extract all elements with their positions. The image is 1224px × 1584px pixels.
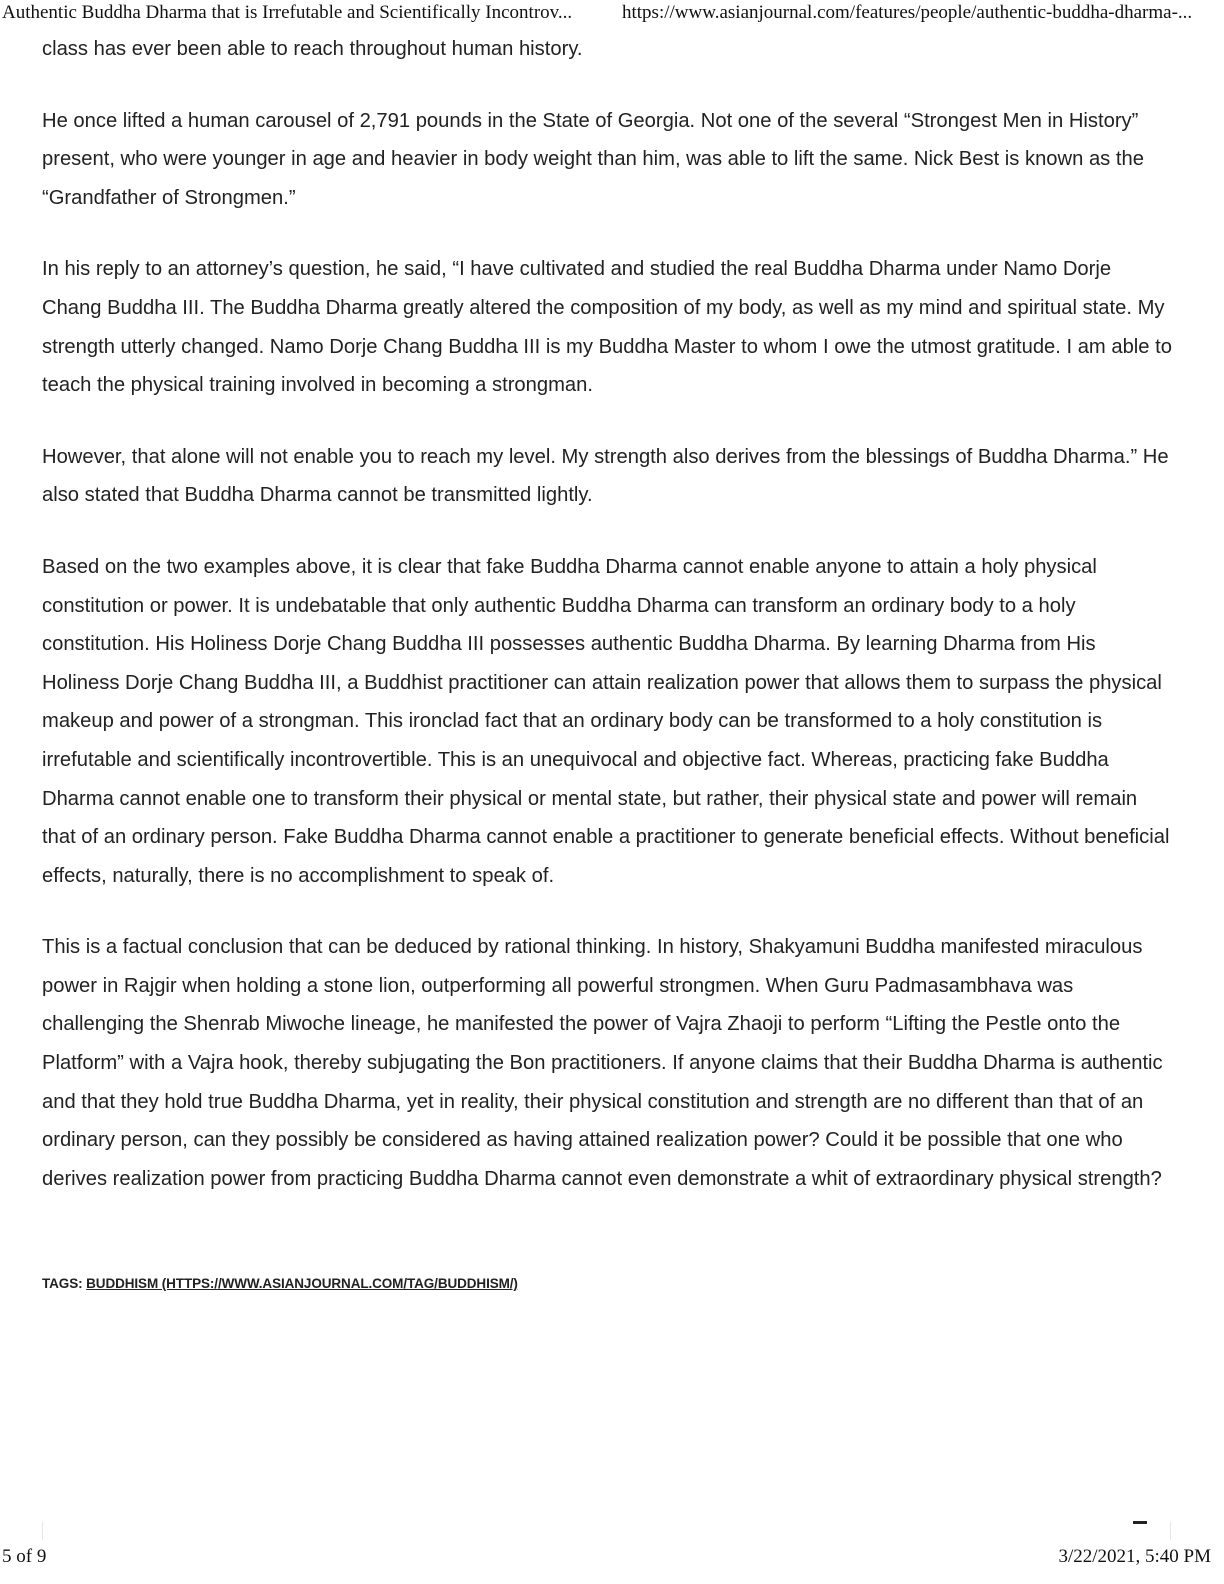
divider-left <box>42 1522 43 1540</box>
article-body <box>42 30 1172 1231</box>
article-paragraph-5: Based on the two examples above, it is clear that fake Buddha Dharma cannot enable anyone to attain a holy physical constitution or power. It is undebatable that only authentic Buddha Dharma can transform an ordinary body to a holy constitution. His Holiness Dorje Chang Buddha III possesses authentic Buddha Dharma. By learning Dharma from His Holiness Dorje Chang Buddha III, a Buddhist practitioner can attain realization power that allows them to surpass the physical makeup and power of a strongman. This ironclad fact that an ordinary body can be transformed to a holy constitution is irrefutable and scientifically incontrovertible. This is an unequivocal and objective fact. Whereas, practicing fake Buddha Dharma cannot enable one to transform their physical or mental state, but rather, their physical state and power will remain that of an ordinary person. Fake Buddha Dharma cannot enable a practitioner to generate beneficial effects. Without beneficial effects, naturally, there is no accomplishment to speak of. <box>42 555 1170 887</box>
divider-right <box>1170 1522 1171 1540</box>
article-paragraph-1: class has ever been able to reach throughout human history. <box>42 38 583 60</box>
article-paragraph-3: In his reply to an attorney’s question, he said, “I have cultivated and studied the real Buddha Dharma under Namo Dorje Chang Buddha III. The Buddha Dharma greatly altered the composition of my body, as well as my mind and spiritual state. My strength utterly changed. Namo Dorje Chang Buddha III is my Buddha Master to whom I owe the utmost gratitude. I am able to teach the physical training involved in becoming a strongman. <box>42 258 1172 397</box>
article-paragraph-2: He once lifted a human carousel of 2,791 pounds in the State of Georgia. Not one of the several “Strongest Men in History” present, who were younger in age and heavier in body weight than him, was able to lift the same. Nick Best is known as the “Grandfather of Strongmen.” <box>42 109 1144 209</box>
article-paragraph-6: This is a factual conclusion that can be deduced by rational thinking. In history, Shakyamuni Buddha manifested miraculous power in Rajgir when holding a stone lion, outperforming all powerful strongmen. When Guru Padmasambhava was challenging the Shenrab Miwoche lineage, he manifested the power of Vajra Zhaoji to perform “Lifting the Pestle onto the Platform” with a Vajra hook, thereby subjugating the Bon practitioners. If anyone claims that their Buddha Dharma is authentic and that they hold true Buddha Dharma, yet in reality, their physical constitution and strength are no different than that of an ordinary person, can they possibly be considered as having attained realization power? Could it be possible that one who derives realization power from practicing Buddha Dharma cannot even demonstrate a whit of extraordinary physical strength? <box>42 936 1163 1190</box>
tag-link-buddhism[interactable]: BUDDHISM (HTTPS://WWW.ASIANJOURNAL.COM/TAG/BUDDHISM/) <box>86 1276 518 1291</box>
print-header <box>0 2 1224 26</box>
article-paragraph-4: However, that alone will not enable you to reach my level. My strength also derives from the blessings of Buddha Dharma.” He also stated that Buddha Dharma cannot be transmitted lightly. <box>42 445 1169 507</box>
print-footer <box>0 1546 1224 1572</box>
print-header-url: https://www.asianjournal.com/features/people/authentic-buddha-dharma-... <box>622 2 1193 23</box>
tags-label: TAGS: <box>42 1276 83 1291</box>
page-counter: 5 of 9 <box>2 1546 47 1567</box>
dash-icon <box>1133 1521 1147 1524</box>
print-datetime: 3/22/2021, 5:40 PM <box>1058 1546 1211 1567</box>
print-header-title: Authentic Buddha Dharma that is Irrefutable and Scientifically Incontrov... <box>2 2 573 23</box>
article-tags <box>42 1276 518 1291</box>
